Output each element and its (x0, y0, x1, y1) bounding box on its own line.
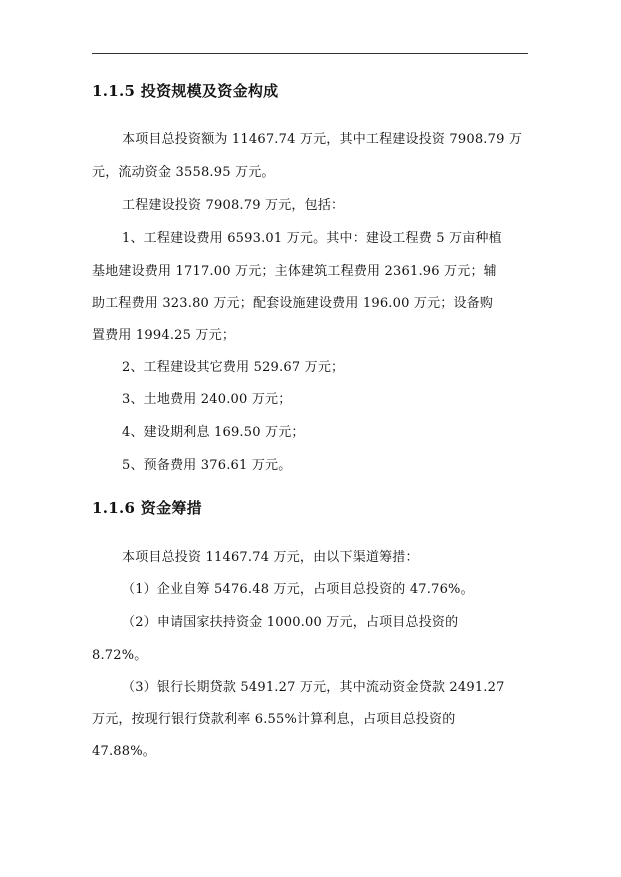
section-heading-1-1-6: 1.1.6 资金筹措 (92, 499, 202, 517)
list-item: 5、预备费用 376.61 万元。 (122, 458, 292, 473)
list-item-line: 8.72%。 (92, 648, 148, 663)
list-item-line: 万元，按现行银行贷款利率 6.55%计算利息，占项目总投资的 (92, 712, 456, 727)
list-item-line: 1、工程建设费用 6593.01 万元。其中：建设工程费 5 万亩种植 (122, 231, 502, 246)
paragraph-line: 本项目总投资 11467.74 万元，由以下渠道筹措： (122, 550, 419, 565)
list-item: 4、建设期利息 169.50 万元； (122, 425, 305, 440)
list-item-line: （2）申请国家扶持资金 1000.00 万元，占项目总投资的 (122, 615, 459, 630)
list-item-line: 47.88%。 (92, 744, 156, 759)
paragraph-line: 元，流动资金 3558.95 万元。 (92, 165, 275, 180)
paragraph-line: 工程建设投资 7908.79 万元，包括： (122, 198, 345, 213)
list-item: 3、土地费用 240.00 万元； (122, 392, 292, 407)
list-item-line: 助工程费用 323.80 万元；配套设施建设费用 196.00 万元；设备购 (92, 296, 494, 311)
paragraph-line: 本项目总投资额为 11467.74 万元，其中工程建设投资 7908.79 万 (122, 132, 523, 147)
section-heading-1-1-5: 1.1.5 投资规模及资金构成 (92, 82, 279, 100)
header-rule (92, 53, 528, 54)
list-item-line: 基地建设费用 1717.00 万元；主体建筑工程费用 2361.96 万元；辅 (92, 264, 497, 279)
list-item-line: （3）银行长期贷款 5491.27 万元，其中流动资金贷款 2491.27 (122, 680, 505, 695)
list-item: （1）企业自筹 5476.48 万元，占项目总投资的 47.76%。 (122, 582, 474, 597)
list-item-line: 置费用 1994.25 万元； (92, 328, 236, 343)
list-item: 2、工程建设其它费用 529.67 万元； (122, 360, 345, 375)
